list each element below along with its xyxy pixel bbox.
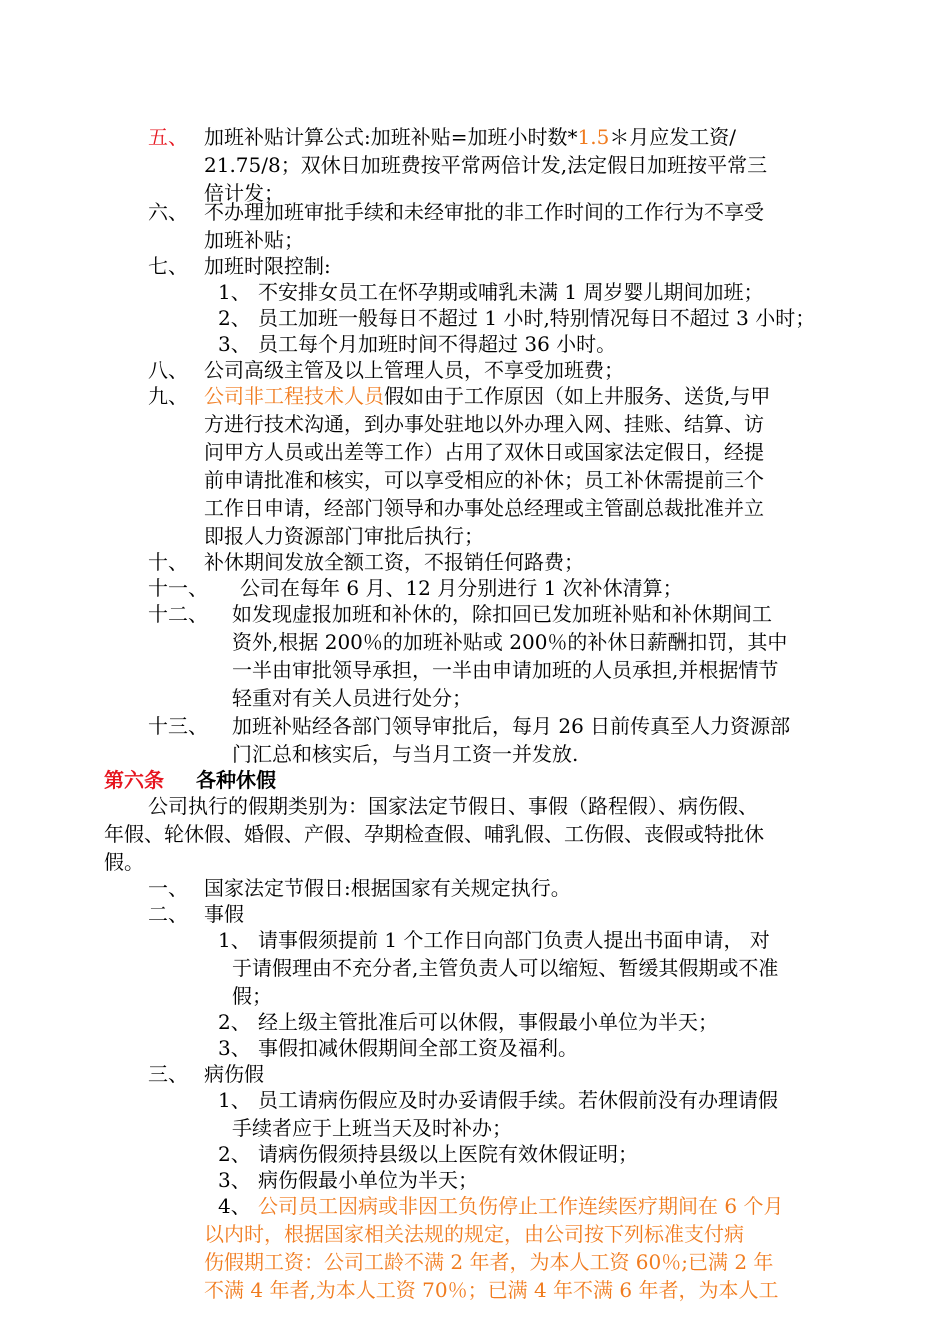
sub-item-text: 请事假须提前 1 个工作日向部门负责人提出书面申请， 对 — [258, 928, 770, 952]
item-6-line-1: 不办理加班审批手续和未经审批的非工作时间的工作行为不享受 — [204, 200, 764, 224]
item-number-6: 六、 — [148, 200, 188, 224]
item-number-5: 五、 — [148, 125, 188, 149]
section-number-3: 三、 — [148, 1062, 188, 1086]
sub-number: 2、 — [218, 1142, 251, 1166]
item-9-line-2: 方进行技术沟通，到办事处驻地以外办理入网、挂账、结算、访 — [204, 412, 764, 436]
sub-item-text: 员工每个月加班时间不得超过 36 小时。 — [258, 332, 617, 356]
item-number-9: 九、 — [148, 384, 188, 408]
item-number-12: 十二、 — [148, 602, 208, 626]
sub-item-text: 不安排女员工在怀孕期或哺乳未满 1 周岁婴儿期间加班； — [258, 280, 764, 304]
sub-number: 4、 — [218, 1194, 251, 1218]
item-12-line-3: 一半由审批领导承担，一半由申请加班的人员承担,并根据情节 — [232, 658, 779, 682]
item-9-line-1: 公司非工程技术人员假如由于工作原因（如上井服务、送货,与甲 — [204, 384, 771, 408]
multiplier-value: 1.5 — [577, 125, 610, 149]
item-12-line-4: 轻重对有关人员进行处分； — [232, 686, 472, 710]
item-10-line-1: 补休期间发放全额工资，不报销任何路费； — [204, 550, 584, 574]
sub-number: 3、 — [218, 332, 251, 356]
sub-item-text: 伤假期工资：公司工龄不满 2 年者，为本人工资 60％;已满 2 年 — [204, 1250, 774, 1274]
item-5-line-1: 加班补贴计算公式:加班补贴=加班小时数*1.5＊月应发工资/ — [204, 125, 737, 149]
sub-item-text: 手续者应于上班当天及时补办； — [232, 1116, 512, 1140]
sub-number: 3、 — [218, 1168, 251, 1192]
sub-number: 1、 — [218, 1088, 251, 1112]
item-9-line-5: 工作日申请，经部门领导和办事处总经理或主管副总裁批准并立 — [204, 496, 764, 520]
sub-item-text: 病伤假最小单位为半天； — [258, 1168, 478, 1192]
section-1-text: 国家法定节假日:根据国家有关规定执行。 — [204, 876, 571, 900]
sub-number: 1、 — [218, 928, 251, 952]
highlight-text: 公司非工程技术人员 — [204, 384, 384, 408]
section-2-text: 事假 — [204, 902, 244, 926]
item-7-line-1: 加班时限控制: — [204, 254, 331, 278]
item-number-11: 十一、 — [148, 576, 208, 600]
item-number-8: 八、 — [148, 358, 188, 382]
sub-number: 1、 — [218, 280, 251, 304]
item-12-line-2: 资外,根据 200％的加班补贴或 200％的补休日薪酬扣罚，其中 — [232, 630, 788, 654]
sub-number: 2、 — [218, 306, 251, 330]
item-number-7: 七、 — [148, 254, 188, 278]
item-12-line-1: 如发现虚报加班和补休的，除扣回已发加班补贴和补休期间工 — [232, 602, 772, 626]
item-5-line-2: 21.75/8；双休日加班费按平常两倍计发,法定假日加班按平常三 — [204, 153, 768, 177]
article-intro-line-1: 公司执行的假期类别为：国家法定节假日、事假（路程假）、病伤假、 — [148, 794, 758, 818]
sub-item-text: 于请假理由不充分者,主管负责人可以缩短、暂缓其假期或不准 — [232, 956, 779, 980]
sub-item-text: 员工请病伤假应及时办妥请假手续。若休假前没有办理请假 — [258, 1088, 778, 1112]
sub-item-text: 事假扣减休假期间全部工资及福利。 — [258, 1036, 578, 1060]
sub-item-text: 员工加班一般每日不超过 1 小时,特别情况每日不超过 3 小时； — [258, 306, 816, 330]
item-5-line-3: 倍计发； — [204, 181, 284, 205]
article-intro-line-2: 年假、轮休假、婚假、产假、孕期检查假、哺乳假、工伤假、丧假或特批休 — [104, 822, 764, 846]
sub-item-text: 假； — [232, 984, 272, 1008]
sub-number: 3、 — [218, 1036, 251, 1060]
sub-number: 2、 — [218, 1010, 251, 1034]
item-8-line-1: 公司高级主管及以上管理人员，不享受加班费； — [204, 358, 624, 382]
item-9-line-6: 即报人力资源部门审批后执行； — [204, 524, 484, 548]
item-number-10: 十、 — [148, 550, 188, 574]
article-intro-line-3: 假。 — [104, 850, 144, 874]
sub-item-text: 经上级主管批准后可以休假，事假最小单位为半天； — [258, 1010, 718, 1034]
item-number-13: 十三、 — [148, 714, 208, 738]
item-9-line-4: 前申请批准和核实，可以享受相应的补休；员工补休需提前三个 — [204, 468, 764, 492]
item-13-line-1: 加班补贴经各部门领导审批后，每月 26 日前传真至人力资源部 — [232, 714, 791, 738]
article-title: 各种休假 — [196, 768, 276, 792]
item-11-line-1: 公司在每年 6 月、12 月分别进行 1 次补休清算； — [240, 576, 683, 600]
item-9-line-3: 问甲方人员或出差等工作）占用了双休日或国家法定假日，经提 — [204, 440, 764, 464]
section-3-text: 病伤假 — [204, 1062, 264, 1086]
item-13-line-2: 门汇总和核实后，与当月工资一并发放. — [232, 742, 579, 766]
item-6-line-2: 加班补贴； — [204, 228, 304, 252]
sub-item-text: 公司员工因病或非因工负伤停止工作连续医疗期间在 6 个月 — [258, 1194, 784, 1218]
sub-item-text: 请病伤假须持县级以上医院有效休假证明； — [258, 1142, 638, 1166]
section-number-1: 一、 — [148, 876, 188, 900]
section-number-2: 二、 — [148, 902, 188, 926]
sub-item-text: 不满 4 年者,为本人工资 70％；已满 4 年不满 6 年者，为本人工 — [204, 1278, 779, 1302]
article-label: 第六条 — [104, 768, 164, 792]
sub-item-text: 以内时，根据国家相关法规的规定，由公司按下列标准支付病 — [204, 1222, 744, 1246]
